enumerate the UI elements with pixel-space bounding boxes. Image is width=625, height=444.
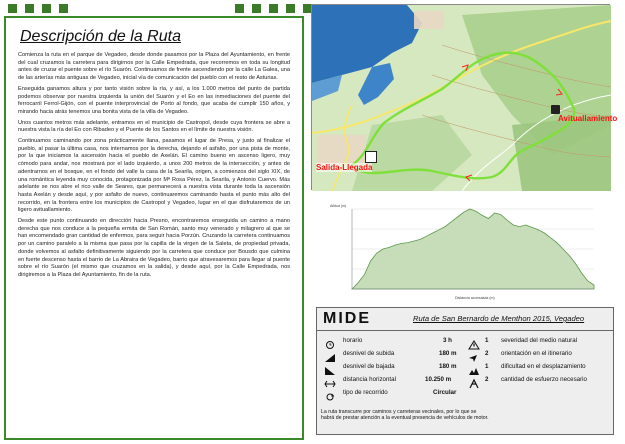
clock-icon <box>325 336 335 344</box>
orientation-icon <box>469 349 479 357</box>
esfuerzo-num: 2 <box>485 376 489 383</box>
start-flag-icon <box>365 151 377 163</box>
tipo-recorrido-value: Circular <box>433 389 457 396</box>
terrain-icon <box>469 362 479 370</box>
desnivel-bajada-value: 180 m <box>439 363 457 370</box>
desnivel-subida-label: desnivel de subida <box>343 350 395 357</box>
distancia-label: distancia horizontal <box>343 376 396 383</box>
orientacion-num: 2 <box>485 350 489 357</box>
orientacion-label: orientación en el itinerario <box>501 350 572 357</box>
mide-note: La ruta transcurre por caminos y carreteras vecinales, por lo que se habrá de prestar atención a la eventual presencia de vehículos de motor. <box>321 409 489 422</box>
page-title: Descripción de la Ruta <box>20 28 181 45</box>
elevation-profile-chart <box>330 203 600 303</box>
distance-icon <box>325 375 335 383</box>
profile-xlabel: Distancia acumulada (m) <box>455 296 495 300</box>
effort-icon <box>469 375 479 383</box>
mide-route-name: Ruta de San Bernardo de Menthon 2015, Vegadeo <box>413 314 585 323</box>
paragraph-1: Comienza la ruta en el parque de Vegadeo, desde donde pasamos por la Plaza del Ayuntamiento, en frente del cual cruzamos la carretera para dirigirnos por la Calle Empedrada, que recorremos en toda su longitud antes de cruzar el puente sobre el río Suarón. Continuamos de frente ascendiendo por la calle La Galea, una de las arterías más antiguas de Vegadeo, inicial vía de comunicación del pueblo con el resto de Asturias. <box>18 52 290 82</box>
horario-label: horario <box>343 337 363 344</box>
tipo-recorrido-label: tipo de recorrido <box>343 389 388 396</box>
profile-ylabel: Altitud (m) <box>330 204 347 208</box>
route-map <box>311 4 618 190</box>
desnivel-subida-value: 180 m <box>439 350 457 357</box>
distancia-value: 10.250 m <box>425 376 452 383</box>
desnivel-bajada-label: desnivel de bajada <box>343 363 395 370</box>
elevation-profile <box>330 203 600 303</box>
esfuerzo-label: cantidad de esfuerzo necesario <box>501 376 587 383</box>
paragraph-5: Desde este punto continuando en dirección hacia Presno, encontraremos enseguida un camino a mano derecha que nos conduce a la pequeña ermita de San Román, santo muy venerado y milagrero al que se han encomendado gran cantidad de enfermos, para seguir hacia Porzún. Cruzando la carretera continuamos por un camino paralelo a la misma que pasa por la capilla de la virgen de la Saleta, de propiedad privada, donde volvemos al asfalto definitivamente siguiendo por la carretera que conduce por Bousdo que culmina en fuerte descenso hasta el barrio de La Abraira de Vegadeo, barrio que atravesaremos para llegar al puente sobre el río Suarón (el mismo que cruzamos en la salida), y desde aquí, por la Calle Empedrada, nos dirigiremos a la Plaza del Ayuntamiento, fin de la ruta. <box>18 218 290 278</box>
ascent-icon <box>325 349 335 357</box>
route-description-panel <box>4 16 304 440</box>
paragraph-3: Unos cuantos metros más adelante, entramos en el municipio de Castropol, desde cuya frontera se abre a nuestra vista la ría del Eo con Ribadeo y el Puente de los Santos en el límite de nuestra visión. <box>18 119 290 134</box>
environment-icon <box>469 336 479 344</box>
mide-logo: MIDE <box>323 310 371 327</box>
mide-table <box>316 307 614 435</box>
paragraph-2: Enseguida ganamos altura y por tanto visión sobre la ría, y así, a los 1.000 metros del punto de partida podemos observar por nuestra izquierda la unión del Suarón y el Eo en las inmediaciones del puente del ferrocarril Ferrol-Gijón, con el puente interprovincial de Porto al fondo, que acaba de cumplir 150 años, y mirando hacia atrás tenemos una bonita vista de la villa de Vegadeo. <box>18 85 290 115</box>
avituallamiento-marker <box>551 105 560 114</box>
horario-value: 3 h <box>443 337 452 344</box>
salida-llegada-label: Salida-Llegada <box>316 163 373 172</box>
desplazamiento-num: 1 <box>485 363 489 370</box>
severidad-num: 1 <box>485 337 489 344</box>
avituallamiento-label: Avituallamiento <box>558 114 618 123</box>
profile-area <box>352 209 594 289</box>
loop-icon <box>325 388 335 396</box>
mide-header <box>317 308 613 331</box>
severidad-label: severidad del medio natural <box>501 337 578 344</box>
decorative-squares-left <box>8 4 68 13</box>
paragraph-4: Continuamos caminando por zona prácticamente llana, pasamos el lugar de Presa, y justo al finalizar el pueblo, al pasar la última casa, nos internamos por la derecha, dejando el asfalto, por una pista de monte, por la que iniciamos la ascensión hacia el pueblo de Axelán. El camino bueno en ascenso ligero, muy cómodo para andar, nos mostrará por el lado izquierdo, a unos 200 metros de la intersección, y antes de adentrarnos en el bosque, en el fondo del valle la casa de la Searila, origen, a comienzos del siglo XIX, de una romántica leyenda muy conocida, protagonizada por Mª Rosa Pérez, la Searila, y Antonio Cuervo. Más adelante se nos abre el rico valle de Seares, que permanecerá a nuestra vista durante toda la ascensión hasta Axelán y desde aquí, y por asfalto de nuevo, continuaremos caminando hasta el punto más alto del recorrido, en la frontera entre los municipios de Castropol y Vegadeo, lugar en el que disfrutaremos de un ligero avituallamiento. <box>18 138 290 214</box>
descent-icon <box>325 362 335 370</box>
desplazamiento-label: dificultad en el desplazamiento <box>501 363 586 370</box>
